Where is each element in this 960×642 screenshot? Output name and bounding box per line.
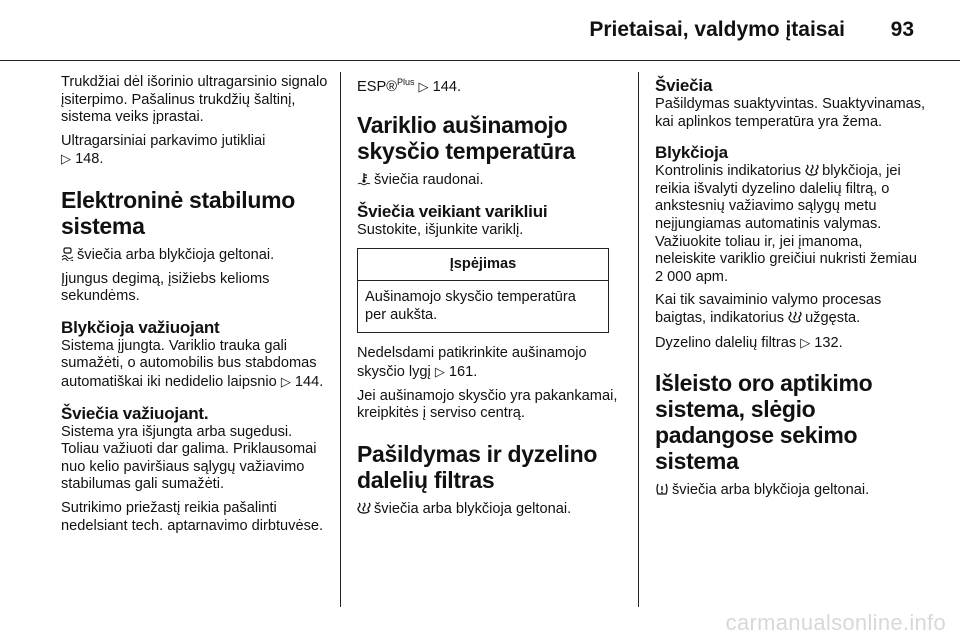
glow-plug-icon	[788, 310, 802, 324]
column-divider-1	[340, 72, 341, 607]
header-divider	[0, 60, 960, 61]
esc-heading: Elektroninė stabilumo sistema	[61, 186, 295, 239]
warning-text: Aušinamojo skysčio temperatūra per aukšta.	[365, 289, 576, 323]
warning-box	[357, 248, 609, 334]
coolant-text: šviečia raudonai.	[374, 172, 484, 189]
coolant-temp-icon	[357, 172, 371, 186]
esp-ref-paragraph	[357, 74, 627, 96]
esp-ref: 144.	[432, 78, 462, 95]
esp-label: ESP®	[357, 78, 397, 95]
blink-ref: 144.	[294, 373, 324, 390]
blink-text: Sistema įjungta. Variklio trauka gali sumažėti, o automobilis bus stabdomas automatiškai iki nedidelio laipsnio	[61, 337, 317, 390]
c3-lit-heading: Šviečia	[655, 76, 713, 95]
running-heading: Šviečia veikiant varikliui	[357, 202, 548, 222]
esc-text: šviečia arba blykčioja geltonai.	[77, 246, 275, 263]
esc-paragraph	[61, 247, 333, 265]
check-paragraph	[357, 345, 627, 381]
parking-text: Ultragarsiniai parkavimo jutikliai	[61, 132, 266, 149]
tpms-text: šviečia arba blykčioja geltonai.	[672, 482, 870, 499]
c3-auto-text-b: užgęsta.	[805, 309, 861, 326]
blink-paragraph	[61, 338, 333, 392]
glow-text: šviečia arba blykčioja geltonai.	[374, 500, 572, 517]
glow-heading: Pašildymas ir dyzelino dalelių filtras	[357, 440, 598, 493]
c3-auto-text-a: Kai tik savaiminio valymo procesas baigtas, indikatorius	[655, 292, 882, 326]
glow-paragraph	[357, 501, 627, 519]
ref-arrow-icon: ▷	[418, 78, 429, 94]
ref-arrow-icon: ▷	[280, 373, 291, 389]
header-title: Prietaisai, valdymo įtaisai	[589, 18, 845, 41]
c3-auto-paragraph	[655, 292, 927, 327]
tpms-heading: Išleisto oro aptikimo sistema, slėgio padangose sekimo sistema	[655, 370, 873, 475]
low-coolant-text: Jei aušinamojo skysčio yra pakankamai, kreipkitės į serviso centrą.	[357, 387, 618, 422]
column-3	[655, 66, 927, 506]
c3-blink-text-b: blykčioja, jei reikia išvalyti dyzelino dalelių filtrą, o ankstesnių važiavimo sąlygų metu neįjungiamas automatinis valymas. Važiuokite toliau ir, jei įmanoma, neleiskite variklio greičiui nukristi žemiau 2 000 apm.	[655, 163, 917, 285]
parking-ref: 148.	[75, 151, 104, 168]
page-number: 93	[890, 18, 914, 41]
esp-sup: Plus	[396, 77, 415, 87]
esc-skid-icon	[61, 247, 74, 261]
ref-arrow-icon: ▷	[434, 364, 445, 380]
warning-title: Įspėjimas	[358, 249, 608, 282]
c3-blink-paragraph	[655, 163, 927, 286]
column-2	[357, 66, 627, 524]
glow-plug-icon	[357, 501, 371, 515]
column-divider-2	[638, 72, 639, 607]
ref-arrow-icon: ▷	[800, 334, 811, 350]
c3-filter-ref: 132.	[814, 334, 843, 351]
intro-text: Trukdžiai dėl išorinio ultragarsinio signalo įsiterpimo. Pašalinus trukdžių šaltinį, sistema veiks įprastai.	[61, 74, 328, 126]
lit-text: Sistema yra išjungta arba sugedusi. Toliau važiuoti dar galima. Priklausomai nuo kelio paviršiaus sąlygų važiavimo stabilumas gali sumažėti.	[61, 423, 317, 493]
column-1	[61, 66, 333, 541]
check-ref: 161.	[448, 364, 478, 381]
glow-plug-icon	[805, 163, 819, 177]
tpms-paragraph	[655, 482, 927, 500]
tyre-pressure-icon	[655, 482, 669, 496]
ref-arrow-icon: ▷	[61, 151, 71, 167]
lit-heading: Šviečia važiuojant.	[61, 403, 209, 423]
parking-ref-paragraph	[61, 133, 333, 169]
coolant-paragraph	[357, 172, 627, 190]
check-text: Nedelsdami patikrinkite aušinamojo skysčio lygį	[357, 345, 587, 381]
c3-filter-text: Dyzelino dalelių filtras	[655, 334, 797, 351]
running-text: Sustokite, išjunkite variklį.	[357, 222, 524, 239]
c3-blink-text-a: Kontrolinis indikatorius	[655, 163, 802, 180]
watermark: carmanualsonline.info	[725, 610, 946, 635]
coolant-heading: Variklio aušinamojo skysčio temperatūra	[357, 112, 576, 165]
c3-blink-heading: Blykčioja	[655, 143, 728, 163]
c3-filter-paragraph	[655, 334, 927, 353]
esc-ignition-text: Įjungus degimą, įsižiebs kelioms sekundėms.	[61, 270, 270, 305]
c3-lit-text: Pašildymas suaktyvintas. Suaktyvinamas, kai aplinkos temperatūra yra žema.	[655, 96, 926, 130]
lit-fix-text: Sutrikimo priežastį reikia pašalinti nedelsiant tech. aptarnavimo dirbtuvėse.	[61, 499, 324, 534]
blink-heading: Blykčioja važiuojant	[61, 317, 220, 337]
